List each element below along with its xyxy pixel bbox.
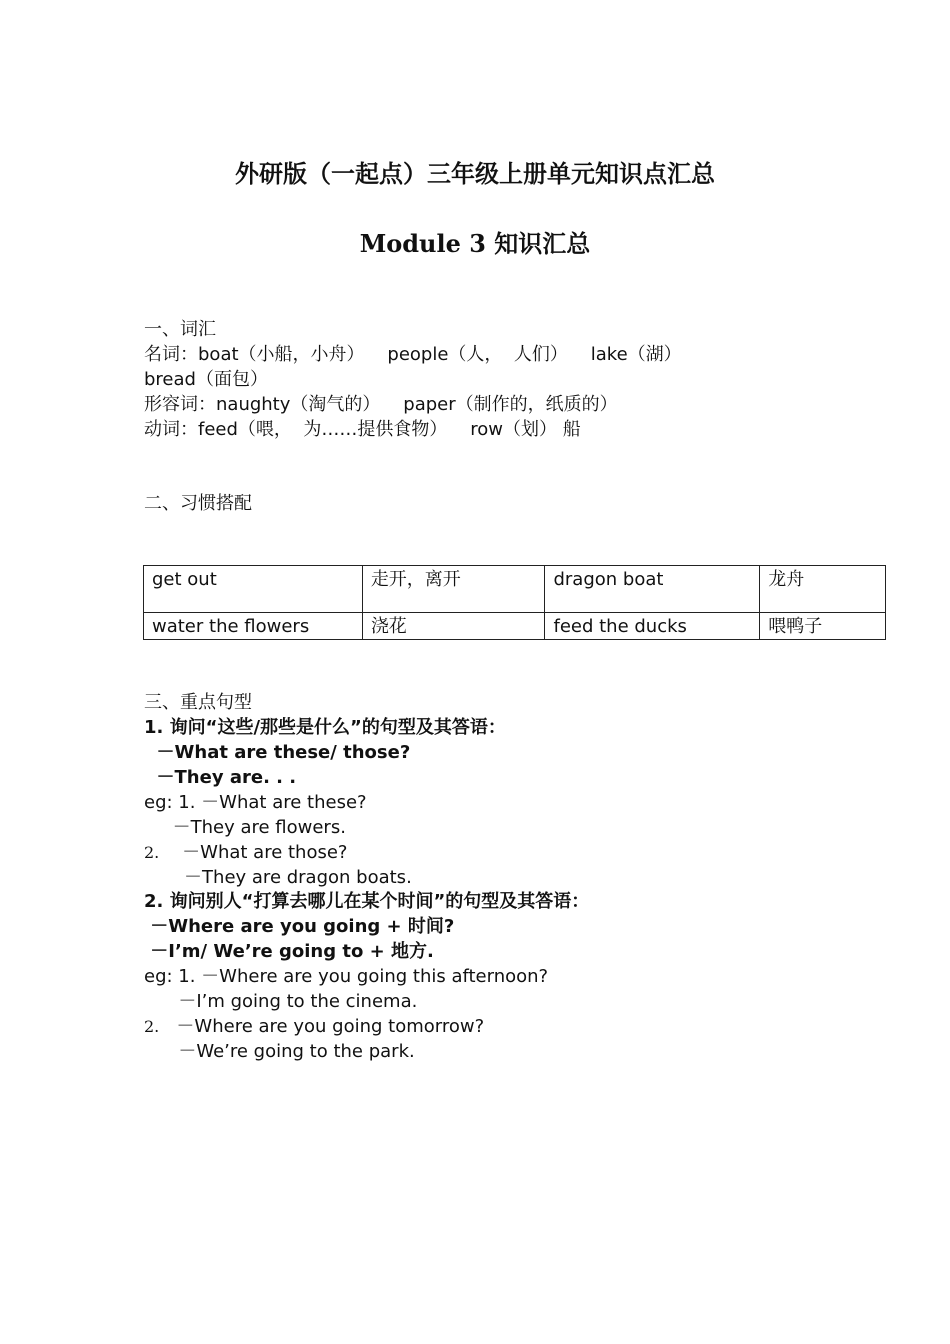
pattern2-example1-answer: －I’m going to the cinema. [144, 991, 418, 1012]
example-text: －Where are you going tomorrow? [159, 1016, 485, 1037]
pattern1-question: －What are these/ those? [144, 742, 411, 763]
pattern2-question: －Where are you going + 时间? [144, 916, 455, 937]
pattern2-title: 2. 询问别人“打算去哪儿在某个时间”的句型及其答语： [144, 891, 590, 912]
vocab-verbs: 动词：feed（喂， 为……提供食物） row（划） 船 [144, 419, 581, 440]
vocab-nouns-line1: 名词：boat（小船，小舟） people（人， 人们） lake（湖） [144, 344, 682, 365]
table-cell: get out [144, 566, 363, 613]
pattern1-example1-answer: －They are flowers. [144, 817, 346, 838]
table-cell: 龙舟 [760, 566, 886, 613]
collocations-heading: 二、习惯搭配 [144, 493, 252, 514]
document-title: 外研版（一起点）三年级上册单元知识点汇总 [235, 159, 715, 188]
module-title: Module 3 知识汇总 [359, 229, 591, 258]
table-row [144, 613, 886, 640]
pattern1-example2-answer: －They are dragon boats. [144, 867, 412, 888]
table-cell: feed the ducks [545, 613, 760, 640]
table-row [144, 566, 886, 613]
vocab-nouns-line2: bread（面包） [144, 369, 268, 390]
vocab-adjectives: 形容词：naughty（淘气的） paper（制作的，纸质的） [144, 394, 618, 415]
example-number: 2. [144, 843, 160, 862]
collocations-table [143, 565, 886, 640]
pattern2-example2 [144, 1015, 484, 1039]
sentences-heading: 三、重点句型 [144, 692, 252, 713]
table-cell: dragon boat [545, 566, 760, 613]
pattern1-title: 1. 询问“这些/那些是什么”的句型及其答语： [144, 717, 506, 738]
pattern1-answer: －They are. . . [144, 767, 297, 788]
pattern1-example2 [144, 841, 347, 865]
pattern1-example1: eg: 1. －What are these? [144, 792, 367, 813]
table-cell: 走开，离开 [362, 566, 545, 613]
table-cell: 喂鸭子 [760, 613, 886, 640]
pattern2-example1: eg: 1. －Where are you going this afternoon? [144, 966, 549, 987]
table-cell: 浇花 [362, 613, 545, 640]
example-number: 2. [144, 1017, 160, 1036]
example-text: －What are those? [159, 842, 348, 863]
pattern2-example2-answer: －We’re going to the park. [144, 1041, 415, 1062]
pattern2-answer: －I’m/ We’re going to + 地方. [144, 941, 434, 962]
table-cell: water the flowers [144, 613, 363, 640]
vocab-heading: 一、词汇 [144, 319, 216, 340]
